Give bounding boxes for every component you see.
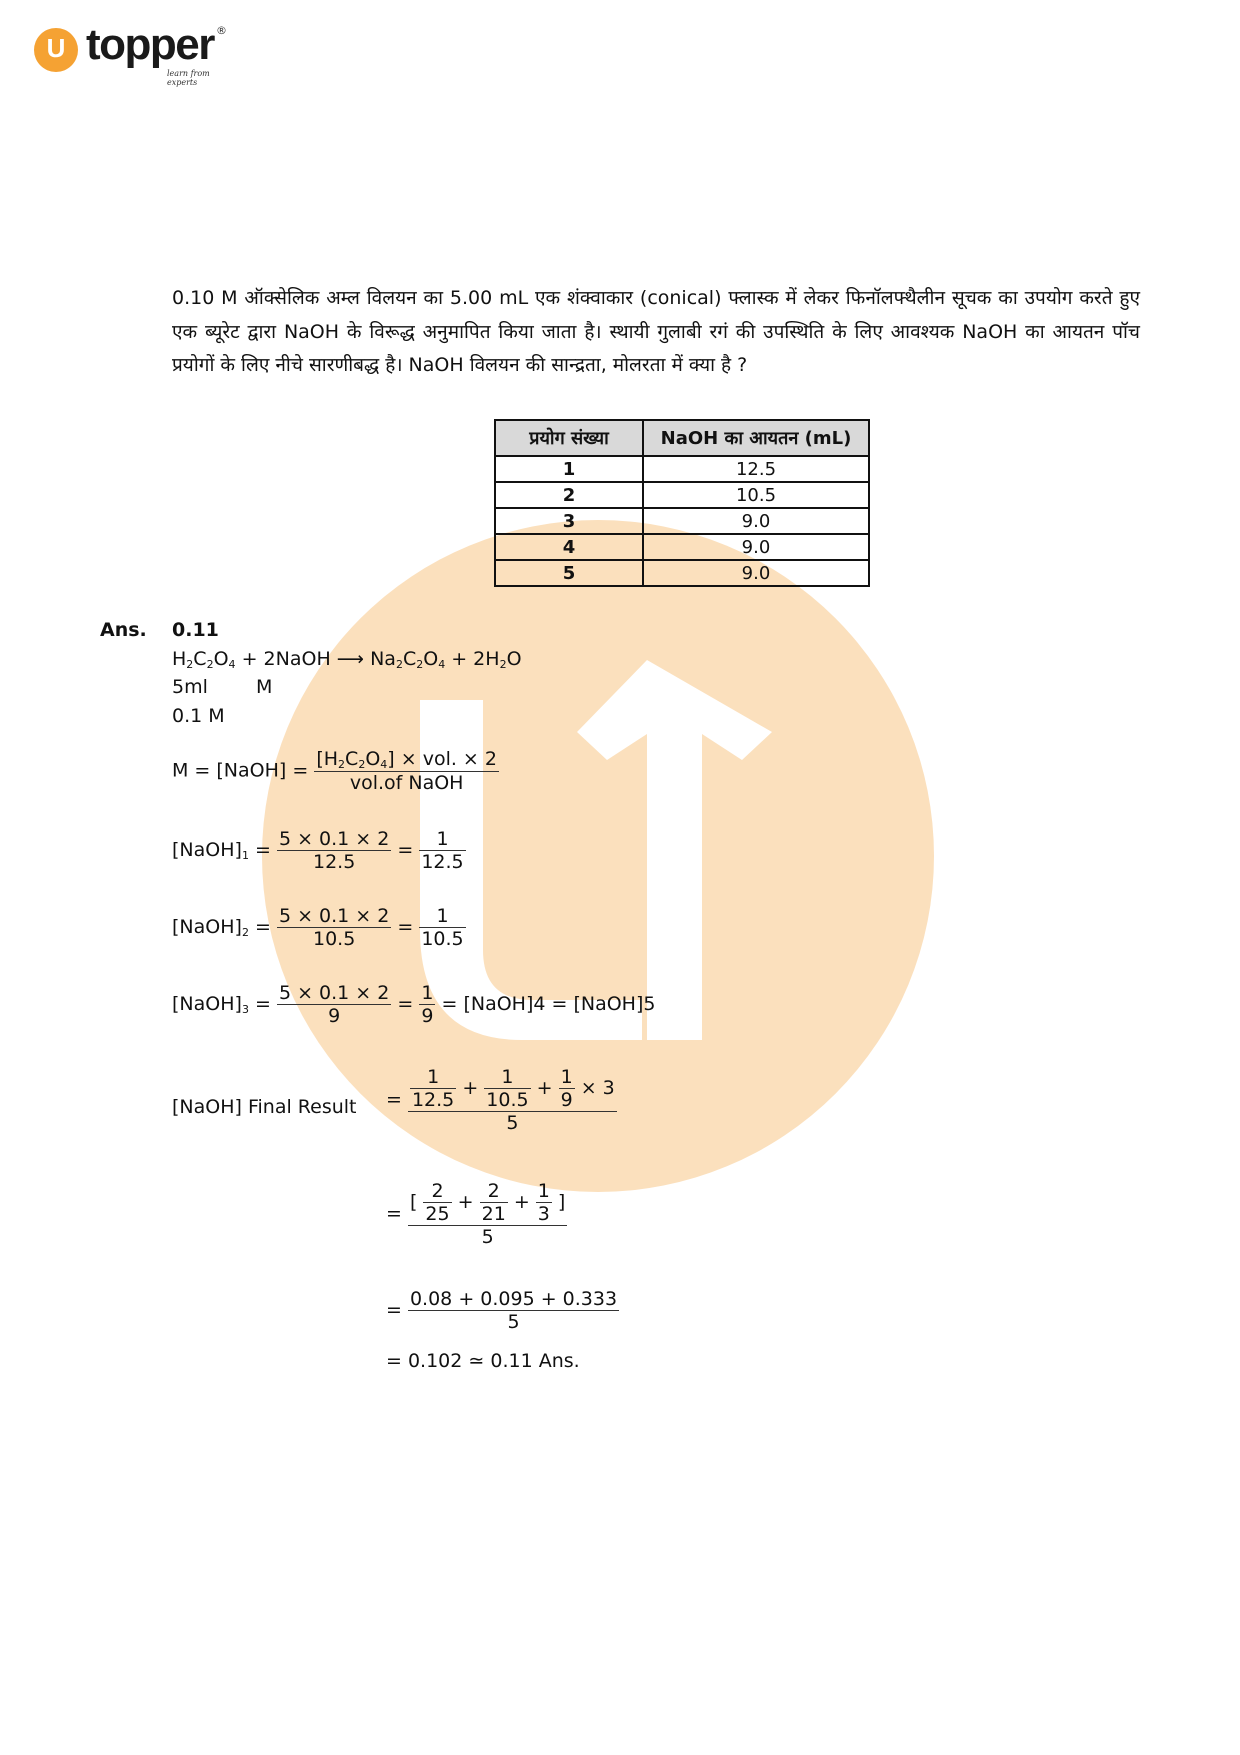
volume-row-right: M: [256, 676, 273, 698]
table-row: [495, 534, 869, 560]
reaction-products: $Na_2C_2O_4 + 2H_2O$: [370, 648, 522, 671]
simplified-fraction-step: = [ $\frac{2}{25}$ + $\frac{2}{21}$ + $\frac{1}{3}$ ] 5: [386, 1180, 566, 1248]
answer-label: Ans.: [100, 619, 147, 641]
formula-lhs: M = [NaOH] =: [172, 759, 309, 782]
reaction-equation: [172, 648, 522, 671]
brand-tagline: learn from experts: [167, 69, 210, 87]
column-header-experiment: प्रयोग संख्या: [495, 420, 643, 456]
decimal-sum-step: = $\frac{0.08 + 0.095 + 0.333}{5}$: [386, 1288, 618, 1333]
naoh-volume: 9.0: [643, 534, 869, 560]
naoh-volume: 9.0: [643, 560, 869, 586]
experiment-number: 5: [495, 560, 643, 586]
experiment-number: 1: [495, 456, 643, 482]
final-answer: = 0.102 ≃ 0.11 Ans.: [386, 1350, 580, 1372]
answer-value: 0.11: [172, 619, 219, 641]
volume-row-left: 5ml: [172, 676, 208, 698]
table-row: [495, 560, 869, 586]
final-result-label: [NaOH] Final Result: [172, 1096, 357, 1118]
registered-mark: ®: [216, 24, 227, 37]
topper-logo: [34, 20, 234, 87]
naoh3-equation: $[NaOH]_3$ = $\frac{5 \times 0.1 \times 2}{9}$ = $\frac{1}{9}$ = [NaOH]4 = [NaOH]5: [172, 982, 656, 1027]
naoh-volume: 10.5: [643, 482, 869, 508]
naoh-volume: 12.5: [643, 456, 869, 482]
logo-badge-icon: U: [34, 28, 78, 72]
experiment-number: 4: [495, 534, 643, 560]
reaction-arrow-icon: ⟶: [336, 648, 365, 670]
naoh2-equation: $[NaOH]_2$ = $\frac{5 \times 0.1 \times 2}{10.5}$ = $\frac{1}{10.5}$: [172, 905, 464, 950]
final-result-expression: = $\frac{1}{12.5}$ + $\frac{1}{10.5}$ + $\frac{1}{9}$ × 3 5: [386, 1066, 615, 1134]
reaction-reactants: $H_2C_2O_4$ + 2NaOH: [172, 648, 331, 671]
molarity-fraction: $\frac{[H_2C_2O_4] \times vol. \times 2}{\text{vol.of NaOH}}$: [316, 748, 497, 794]
naoh3-equality: = [NaOH]4 = [NaOH]5: [441, 993, 656, 1015]
experiment-number: 3: [495, 508, 643, 534]
naoh1-equation: $[NaOH]_1$ = $\frac{5 \times 0.1 \times 2}{12.5}$ = $\frac{1}{12.5}$: [172, 828, 464, 873]
concentration-row: 0.1 M: [172, 705, 225, 727]
table-header-row: [495, 420, 869, 456]
brand-name: topper: [86, 20, 214, 69]
table-row: [495, 456, 869, 482]
table-row: [495, 482, 869, 508]
table-row: [495, 508, 869, 534]
question-text: 0.10 M ऑक्सेलिक अम्ल विलयन का 5.00 mL एक शंक्वाकार (conical) फ्लास्क में लेकर फिनॉलफ्थैलीन सूचक का उपयोग करते हुए एक ब्यूरेट द्वारा NaOH के विरूद्ध अनुमापित किया जाता है। स्थायी गुलाबी रगं की उपस्थिति के लिए आवश्यक NaOH का आयतन पॉच प्रयोगों के लिए नीचे सारणीबद्ध है। NaOH विलयन की सान्द्रता, मोलरता में क्या है ?: [172, 287, 1140, 376]
column-header-volume: NaOH का आयतन (mL): [643, 420, 869, 456]
experiment-number: 2: [495, 482, 643, 508]
titration-table: [494, 419, 870, 587]
molarity-formula: [172, 748, 499, 794]
naoh-volume: 9.0: [643, 508, 869, 534]
